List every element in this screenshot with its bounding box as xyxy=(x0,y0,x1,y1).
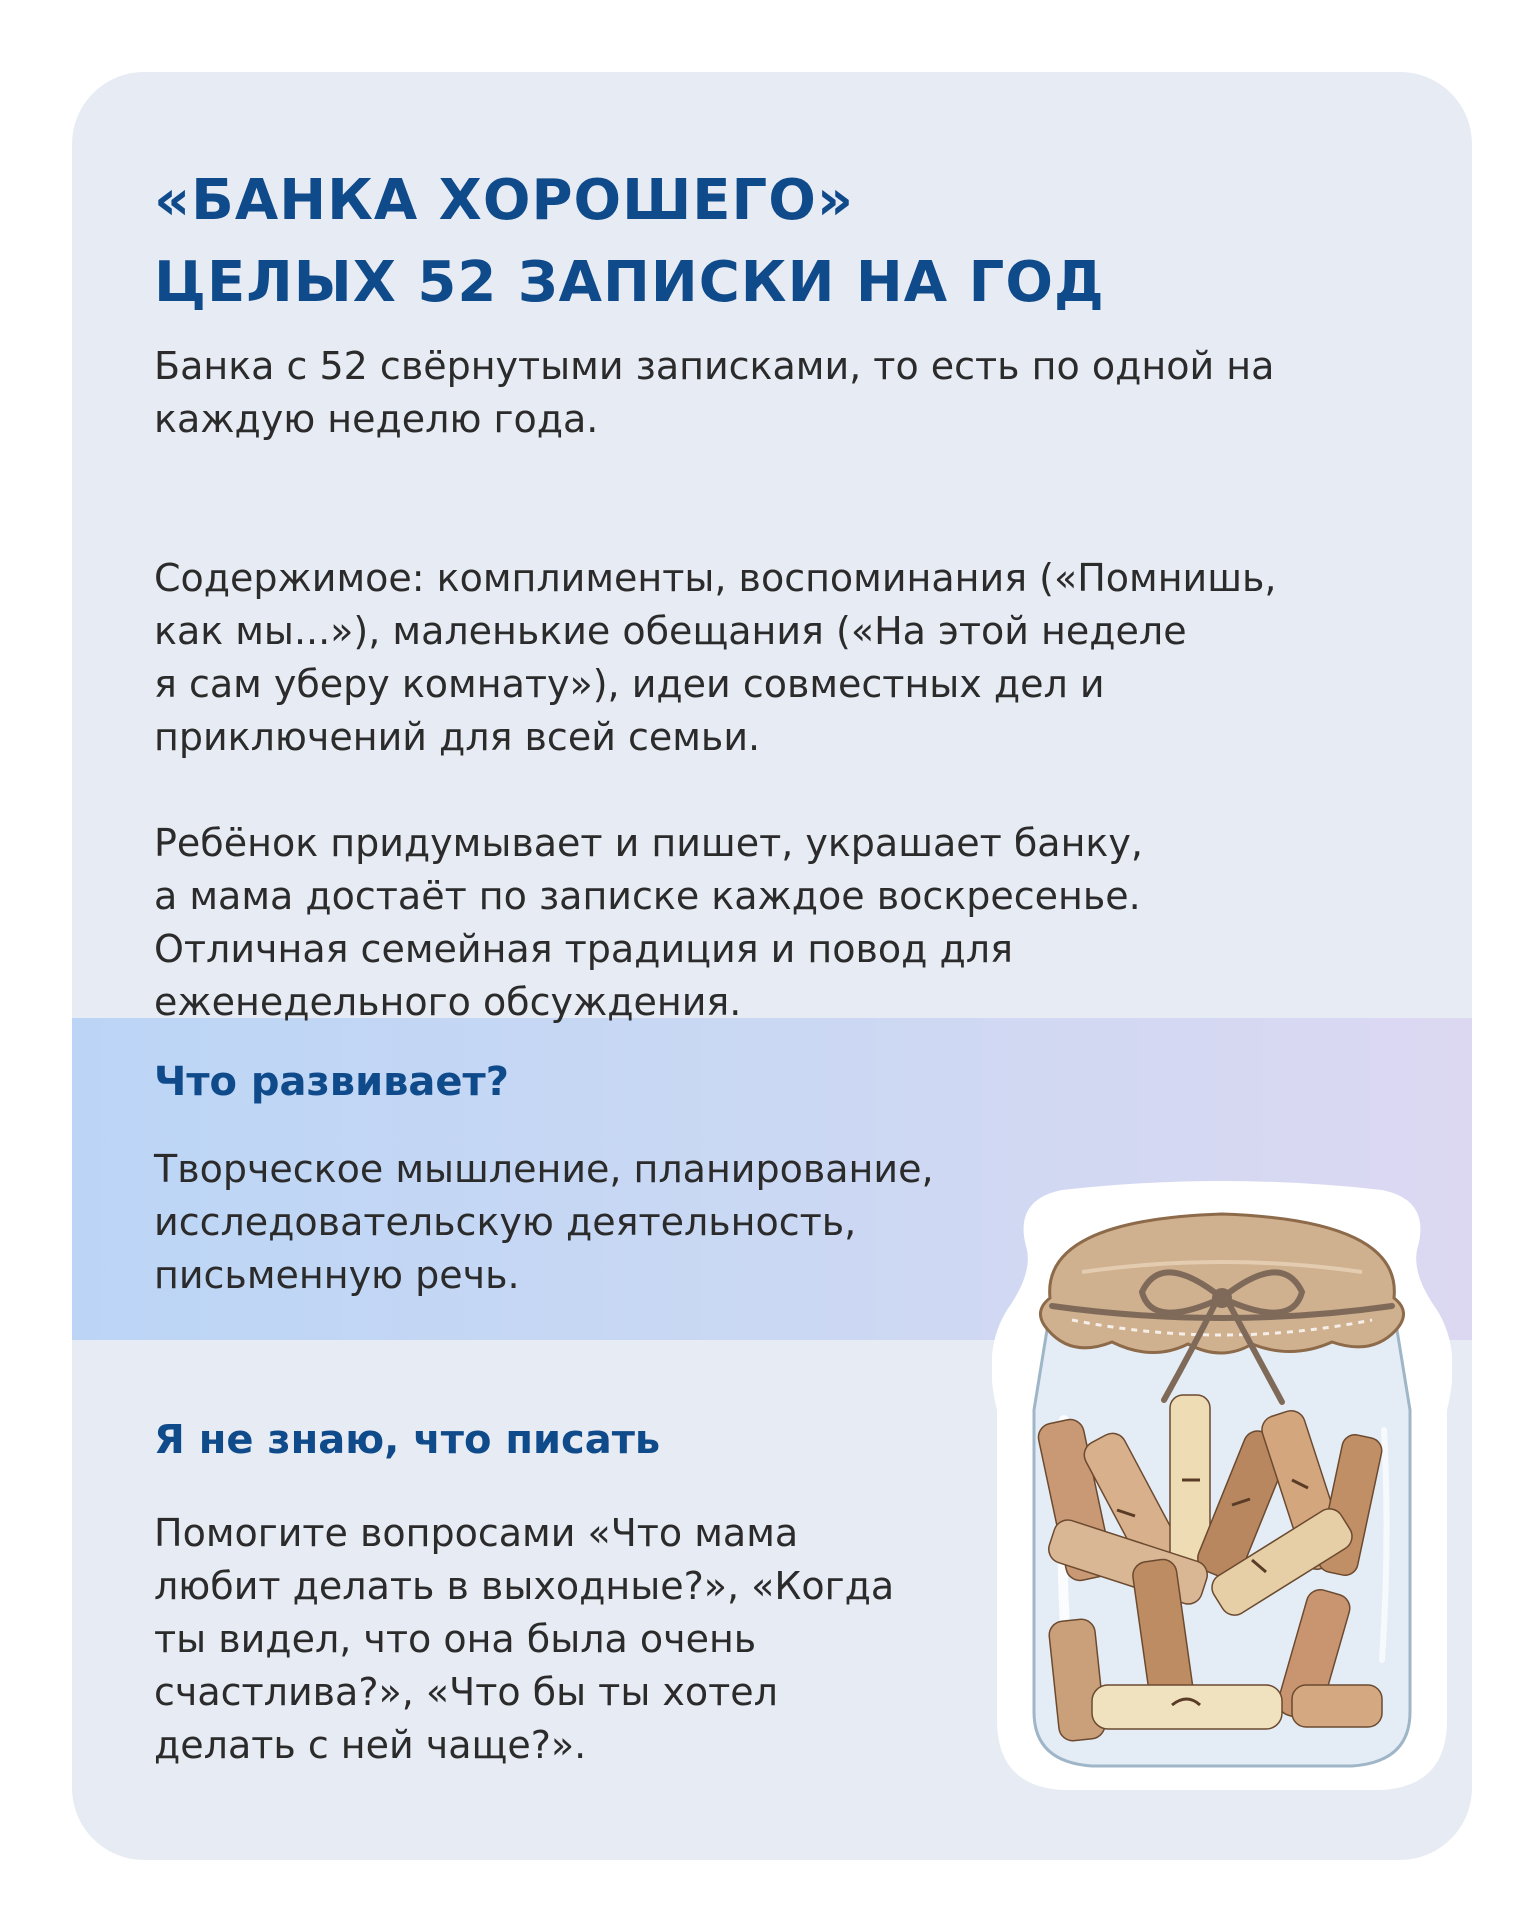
text-line: каждую неделю года. xyxy=(154,397,599,441)
text-line: Отличная семейная традиция и повод для xyxy=(154,927,1013,971)
text-line: Банка с 52 свёрнутыми записками, то есть по одной на xyxy=(154,344,1275,388)
develops-heading: Что развивает? xyxy=(154,1059,509,1105)
text-line: я сам уберу комнату»), идеи совместных дел и xyxy=(154,662,1105,706)
dont-know-paragraph xyxy=(154,1507,894,1772)
text-line: приключений для всей семьи. xyxy=(154,715,761,759)
title-line-1: «БАНКА ХОРОШЕГО» xyxy=(154,168,855,233)
text-line: еженедельного обсуждения. xyxy=(154,980,742,1024)
card xyxy=(72,72,1472,1860)
process-paragraph xyxy=(154,817,1143,1029)
text-line: делать с ней чаще?». xyxy=(154,1723,587,1767)
page-title xyxy=(154,160,1105,324)
text-line: письменную речь. xyxy=(154,1253,520,1297)
text-line: исследовательскую деятельность, xyxy=(154,1200,857,1244)
text-line: Помогите вопросами «Что мама xyxy=(154,1511,799,1555)
text-line: ты видел, что она была очень xyxy=(154,1617,757,1661)
contents-paragraph xyxy=(154,552,1277,764)
develops-paragraph xyxy=(154,1143,934,1302)
title-line-2: ЦЕЛЫХ 52 ЗАПИСКИ НА ГОД xyxy=(154,250,1105,315)
text-line: как мы...»), маленькие обещания («На этой неделе xyxy=(154,609,1187,653)
text-line: Творческое мышление, планирование, xyxy=(154,1147,934,1191)
text-line: Ребёнок придумывает и пишет, украшает банку, xyxy=(154,821,1143,865)
text-line: любит делать в выходные?», «Когда xyxy=(154,1564,895,1608)
jar-of-scroll-notes-icon xyxy=(992,1180,1452,1796)
dont-know-heading: Я не знаю, что писать xyxy=(154,1417,661,1463)
intro-paragraph xyxy=(154,340,1274,446)
text-line: а мама достаёт по записке каждое воскресенье. xyxy=(154,874,1141,918)
text-line: Содержимое: комплименты, воспоминания («Помнишь, xyxy=(154,556,1277,600)
text-line: счастлива?», «Что бы ты хотел xyxy=(154,1670,778,1714)
